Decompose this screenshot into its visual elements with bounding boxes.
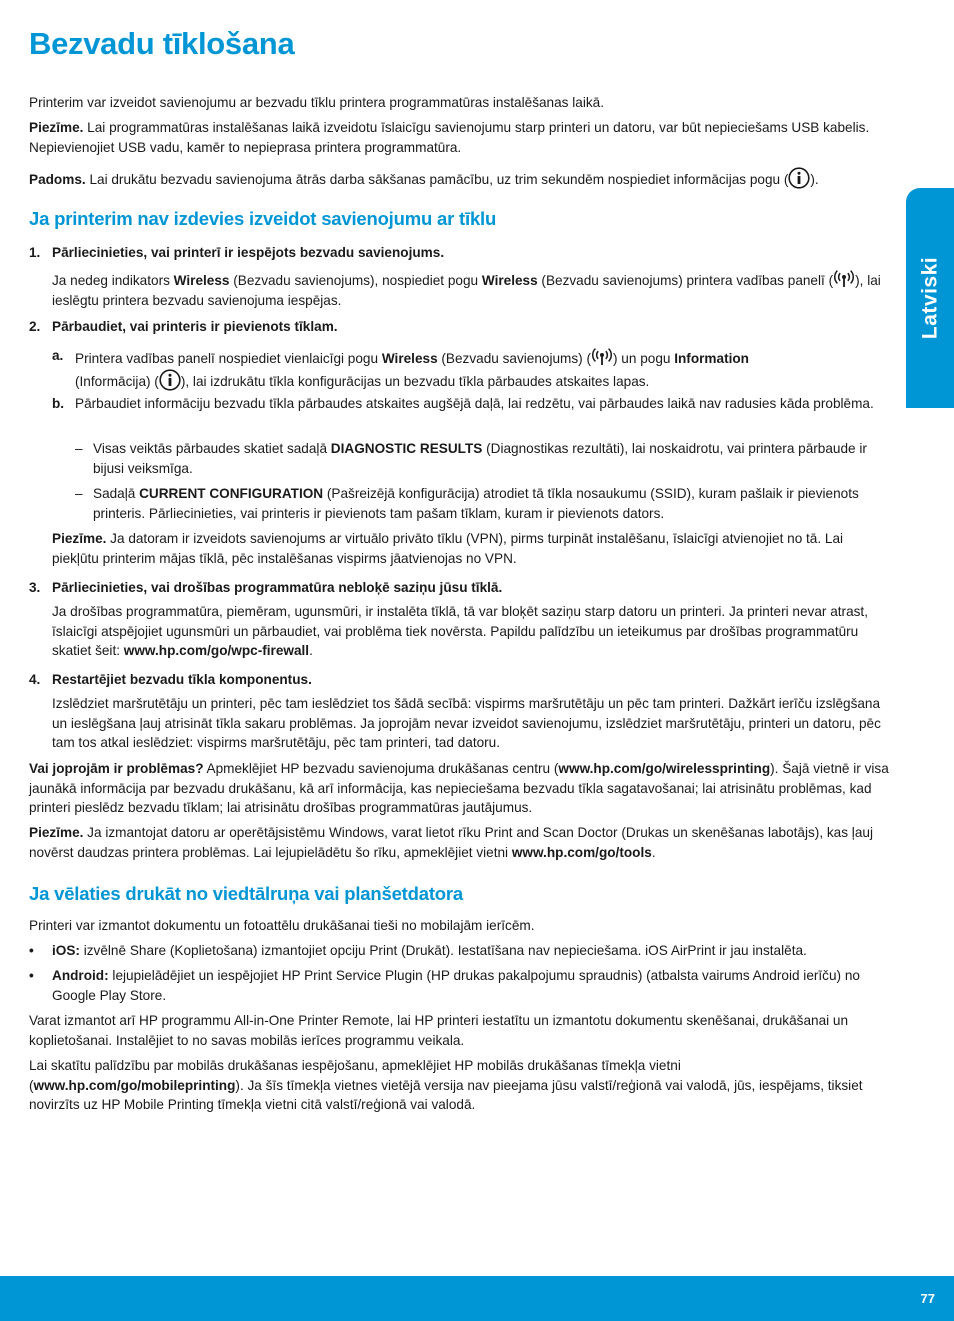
mobile-help-paragraph: Lai skatītu palīdzību par mobilās drukāšanas iespējošanu, apmeklējiet HP mobilās drukāšanas tīmekļa vietni (www.hp.com/go/mobileprinting). Ja šīs tīmekļa vietnes vietējā versija nav pieejama jūsu valstī/reģionā vai valodā, jūs, iespējams, tiksiet novirzīts uz HP Mobile Printing tīmekļa vietni citā valstī/reģionā vai valodā.	[29, 1058, 863, 1112]
intro-paragraph: Printerim var izveidot savienojumu ar bezvadu tīklu printera programmatūras instalēšanas laikā.	[29, 95, 604, 110]
step-title: Restartējiet bezvadu tīkla komponentus.	[52, 672, 312, 687]
bullet: •	[29, 968, 34, 983]
dash-bullet: –	[75, 441, 83, 456]
step-number: 1.	[29, 245, 41, 260]
step-text: Ja drošības programmatūra, piemēram, ugunsmūri, ir instalēta tīklā, tā var bloķēt saziņu starp datoru un printeri. Ja printeri nevar atrast, īslaicīgi atspējojiet ugunsmūri un pārbaudiet, vai problēma tiek novērsta. Papildu palīdzību un ieteikumus par drošības programmatūru skatiet šeit: www.hp.com/go/wpc-firewall.	[52, 604, 868, 658]
wireless-icon	[833, 268, 855, 290]
dash-item: Sadaļā CURRENT CONFIGURATION (Pašreizējā konfigurācija) atrodiet tā tīkla nosaukumu (SSID), kuram pašlaik ir pievienots printeris. Pārliecinieties, vai printeris ir pievienots tam pašam tīklam, kuram ir pievienots dators.	[93, 486, 859, 521]
note-tools: Piezīme. Ja izmantojat datoru ar operētājsistēmu Windows, varat lietot rīku Print and Scan Doctor (Drukas un skenēšanas labotājs), kas ļauj novērst daudzas printera problēmas. Lai lejupielādētu šo rīku, apmeklējiet vietni www.hp.com/go/tools.	[29, 825, 873, 860]
note-vpn: Piezīme. Ja datoram ir izveidots savienojums ar virtuālo privāto tīklu (VPN), pirms turpināt instalēšanu, īslaicīgi atvienojiet no tā. Lai piekļūtu printerim mājas tīklā, pēc instalēšanas vispirms jāatvienojas no VPN.	[52, 531, 844, 566]
tip-label: Padoms.	[29, 172, 86, 187]
substep-text: Pārbaudiet informāciju bezvadu tīkla pārbaudes atskaites augšējā daļā, lai redzētu, vai pārbaudes laikā nav radusies kāda problēma.	[75, 396, 874, 411]
step-title: Pārliecinieties, vai printerī ir iespējots bezvadu savienojums.	[52, 245, 445, 260]
tools-link[interactable]: www.hp.com/go/tools	[511, 844, 652, 860]
info-icon	[788, 167, 810, 189]
section-heading-network: Ja printerim nav izdevies izveidot savienojumu ar tīklu	[29, 208, 497, 229]
bullet: •	[29, 943, 34, 958]
tip-paragraph: Padoms. Lai drukātu bezvadu savienojuma ātrās darba sākšanas pamācību, uz trim sekundēm nospiediet informācijas pogu ( ).	[29, 167, 893, 190]
step-text: Izslēdziet maršrutētāju un printeri, pēc tam ieslēdziet tos šādā secībā: vispirms maršrutētāju un pēc tam printeri. Dažkārt ierīču izslēgšana un ieslēgšana ļauj atrisināt tīkla sakaru problēmas. Ja joprojām nevar izveidot savienojumu, izslēdziet maršrutētāju, printeri un datoru, pēc tam tos atkal ieslēdziet: vispirms maršrutētāju, pēc tam printeri, tad datoru.	[52, 696, 881, 750]
step-title: Pārbaudiet, vai printeris ir pievienots tīklam.	[52, 319, 338, 334]
substep-label: b.	[52, 396, 65, 411]
bullet-android: Android: lejupielādējiet un iespējojiet HP Print Service Plugin (HP drukas pakalpojumu spraudnis) (atbalsta vairums Android ierīču) no Google Play Store.	[52, 968, 860, 1003]
substep-text: Printera vadības panelī nospiediet vienlaicīgi pogu Wireless (Bezvadu savienojums) ( ) un pogu Information (Informācija) ( ), lai izdrukātu tīkla konfigurācijas un bezvadu tīkla pārbaudes atskaites lapas.	[75, 346, 893, 391]
step-text: Ja nedeg indikators Wireless (Bezvadu savienojums), nospiediet pogu Wireless (Bezvadu savienojums) printera vadības panelī ( ), lai ieslēgtu printera bezvadu savienojuma iespējas.	[52, 268, 893, 310]
step-number: 4.	[29, 672, 41, 687]
dash-item: Visas veiktās pārbaudes skatiet sadaļā DIAGNOSTIC RESULTS (Diagnostikas rezultāti), lai noskaidrotu, vai printera pārbaude ir bijusi veiksmīga.	[93, 441, 867, 476]
step-title: Pārliecinieties, vai drošības programmatūra nebloķē saziņu jūsu tīklā.	[52, 580, 503, 595]
info-icon	[159, 369, 181, 391]
dash-bullet: –	[75, 486, 83, 501]
firewall-link[interactable]: www.hp.com/go/wpc-firewall	[123, 643, 310, 658]
wireless-icon	[591, 346, 613, 368]
step-number: 2.	[29, 319, 41, 334]
problems-paragraph: Vai joprojām ir problēmas? Apmeklējiet HP bezvadu savienojuma drukāšanas centru (www.hp.com/go/wirelessprinting). Šajā vietnē ir visa jaunākā informācija par bezvadu drukāšanu, kā arī informācija, kas nepieciešama bezvadu tīkla sagatavošanai; lai atrisinātu problēmas, kad printeri pieslēdz bezvadu tīklam; lai atrisinātu drošības programmatūras jautājumus.	[29, 761, 889, 815]
language-tab	[906, 188, 954, 408]
section-heading-mobile: Ja vēlaties drukāt no viedtālruņa vai planšetdatora	[29, 883, 463, 904]
footer-bar	[0, 1276, 954, 1321]
page-title: Bezvadu tīklošana	[29, 26, 295, 61]
bullet-ios: iOS: izvēlnē Share (Koplietošana) izmantojiet opciju Print (Drukāt). Iestatīšana nav nepieciešama. iOS AirPrint ir jau instalēta.	[52, 943, 807, 958]
mobile-intro: Printeri var izmantot dokumentu un fotoattēlu drukāšanai tieši no mobilajām ierīcēm.	[29, 918, 535, 933]
remote-paragraph: Varat izmantot arī HP programmu All-in-One Printer Remote, lai HP printeri iestatītu un izmantotu dokumentu skenēšanai, drukāšanai un koplietošanai. Instalējiet to no savas mobilās ierīces programmu veikala.	[29, 1013, 849, 1048]
page-number: 77	[920, 1291, 935, 1306]
wireless-printing-link[interactable]: www.hp.com/go/wirelessprinting	[558, 761, 771, 776]
substep-label: a.	[52, 348, 64, 363]
note-label: Piezīme.	[29, 120, 84, 135]
step-number: 3.	[29, 580, 41, 595]
language-tab-label: Latviski	[918, 256, 942, 340]
note-usb: Piezīme. Lai programmatūras instalēšanas laikā izveidotu īslaicīgu savienojumu starp printeri un datoru, var būt nepieciešams USB kabelis. Nepievienojiet USB vadu, kamēr to nepieprasa printera programmatūra.	[29, 120, 870, 155]
mobile-printing-link[interactable]: www.hp.com/go/mobileprinting	[33, 1077, 236, 1093]
